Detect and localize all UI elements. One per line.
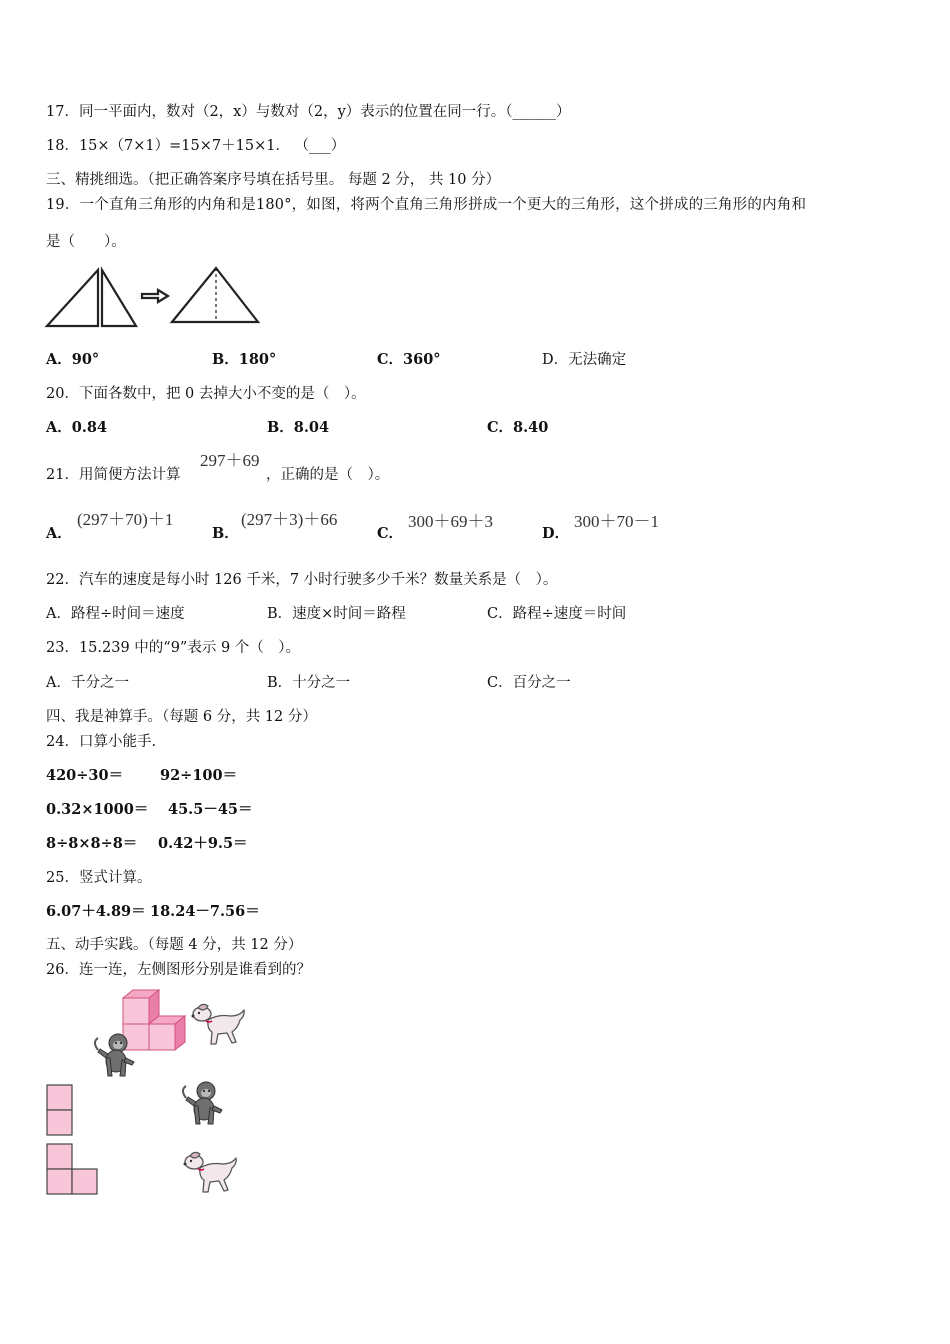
question-21-text: 21．用简便方法计算 <box>46 467 181 483</box>
triangles-figure <box>44 264 264 330</box>
q24-item-1: 420÷30＝ <box>46 767 124 784</box>
q23-option-c: C．百分之一 <box>487 675 571 691</box>
q19-option-a: A．90° <box>46 351 100 368</box>
q24-item-2: 92÷100＝ <box>160 767 238 784</box>
view-two-stacked-squares <box>46 1084 74 1138</box>
question-20: 20．下面各数中，把 0 去掉大小不变的是（ ）。 <box>46 386 366 402</box>
view-l-shape-squares <box>46 1143 100 1197</box>
q22-option-b: B．速度×时间＝路程 <box>267 606 406 622</box>
right-triangle-right <box>102 270 136 326</box>
section-3-heading: 三、精挑细选。（把正确答案序号填在括号里。 每题 2 分， 共 10 分） <box>46 172 501 188</box>
q22-option-c: C．路程÷速度＝时间 <box>487 606 627 622</box>
question-19-line2: 是（ ）。 <box>46 234 126 250</box>
question-22: 22．汽车的速度是每小时 126 千米，7 小时行驶多少千米？数量关系是（ ）。 <box>46 572 558 588</box>
question-25-title: 25．竖式计算。 <box>46 870 152 886</box>
q22-option-a: A．路程÷时间＝速度 <box>46 606 185 622</box>
q25-item-1: 6.07＋4.89＝ <box>46 903 146 920</box>
question-23: 23．15.239 中的“9”表示 9 个（ ）。 <box>46 640 301 656</box>
arrow-icon <box>142 290 168 302</box>
q21-expression: 297＋69 <box>200 451 260 470</box>
q23-option-a: A．千分之一 <box>46 675 129 691</box>
q20-option-c: C．8.40 <box>487 419 549 436</box>
q24-item-4: 45.5－45＝ <box>168 801 253 818</box>
q23-option-b: B．十分之一 <box>267 675 351 691</box>
q20-option-b: B．8.04 <box>267 419 330 436</box>
dog-icon <box>182 1150 242 1198</box>
q25-item-2: 18.24－7.56＝ <box>150 903 260 920</box>
combined-triangle <box>172 268 258 322</box>
question-17: 17．同一平面内，数对（2，x）与数对（2，y）表示的位置在同一行。（______） <box>46 104 571 120</box>
q19-option-d: D．无法确定 <box>542 352 627 368</box>
q21-option-c-label: C． <box>377 525 404 542</box>
q21-option-d-label: D． <box>542 525 570 542</box>
monkey-icon <box>92 1032 138 1080</box>
q19-option-c: C．360° <box>377 351 441 368</box>
q20-option-a: A．0.84 <box>46 419 108 436</box>
question-21-text-b: ，正确的是（ ）。 <box>266 467 390 483</box>
monkey-icon <box>180 1080 228 1128</box>
q24-item-6: 0.42＋9.5＝ <box>158 835 248 852</box>
question-24-title: 24．口算小能手. <box>46 734 157 750</box>
q19-option-b: B．180° <box>212 351 277 368</box>
q21-option-a-label: A． <box>46 525 72 542</box>
q24-item-3: 0.32×1000＝ <box>46 801 149 818</box>
q21-option-b-expr: (297＋3)＋66 <box>241 510 338 529</box>
section-5-heading: 五、动手实践。（每题 4 分，共 12 分） <box>46 937 303 953</box>
q21-option-b-label: B． <box>212 525 239 542</box>
dog-icon <box>190 1002 250 1050</box>
question-26: 26．连一连，左侧图形分别是谁看到的？ <box>46 962 311 978</box>
section-4-heading: 四、我是神算手。（每题 6 分，共 12 分） <box>46 709 317 725</box>
q21-option-d-expr: 300＋70－1 <box>574 512 659 531</box>
q24-item-5: 8÷8×8÷8＝ <box>46 835 138 852</box>
q21-option-a-expr: (297＋70)＋1 <box>77 510 174 529</box>
question-19-line1: 19．一个直角三角形的内角和是180°，如图，将两个直角三角形拼成一个更大的三角形，这个拼成的三角形的内角和 <box>46 197 807 213</box>
q21-option-c-expr: 300＋69＋3 <box>408 512 493 531</box>
right-triangle-left <box>47 270 98 326</box>
question-18: 18．15×（7×1）=15×7＋15×1． （___） <box>46 138 346 154</box>
